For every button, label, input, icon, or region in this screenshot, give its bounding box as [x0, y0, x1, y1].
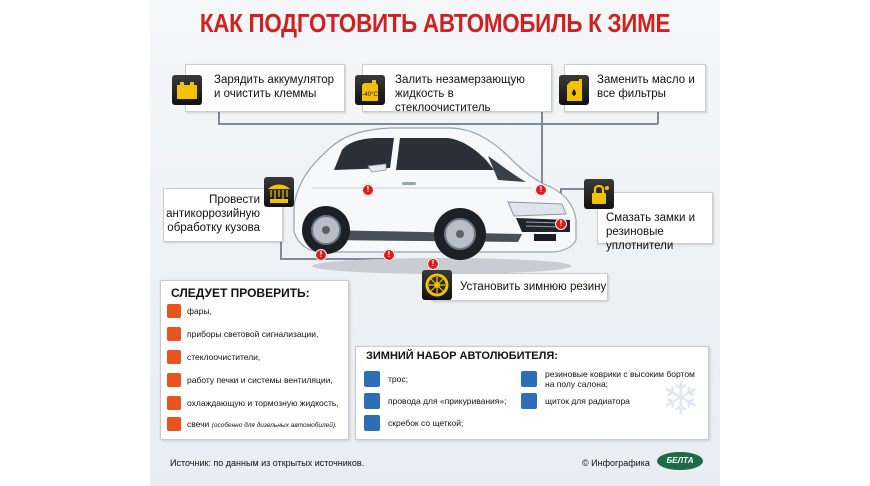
warning-marker[interactable]: ! — [383, 249, 395, 261]
glow-plug-icon — [167, 417, 181, 431]
connector-line — [218, 110, 220, 124]
tip-washer-fluid — [362, 64, 552, 112]
check-item-text: свечи — [187, 419, 210, 429]
check-item: фары, — [187, 306, 212, 316]
snowflake-icon: ❄ — [661, 372, 700, 424]
tip-text-line: антикоррозийную — [166, 208, 260, 220]
warning-marker[interactable]: ! — [555, 218, 567, 230]
tip-oil — [564, 64, 706, 112]
warning-marker[interactable]: ! — [362, 184, 374, 196]
check-item: охлаждающую и тормозную жидкость, — [187, 398, 339, 408]
oil-canister-icon — [559, 75, 589, 105]
washer-fluid-label: -40°C — [362, 92, 378, 98]
warning-marker[interactable]: ! — [315, 249, 327, 261]
check-list-panel — [160, 280, 349, 440]
check-item-note: (особенно для дизельных автомобилей). — [211, 422, 337, 429]
heater-icon — [167, 373, 181, 387]
radiator-shield-icon — [521, 393, 537, 409]
winter-kit-title: ЗИМНИЙ НАБОР АВТОЛЮБИТЕЛЯ: — [366, 350, 558, 362]
jumper-cables-icon — [364, 393, 380, 409]
credit-note: © Инфографика — [582, 458, 650, 468]
battery-icon — [172, 75, 202, 105]
hazard-icon — [167, 327, 181, 341]
kit-item: трос; — [388, 374, 408, 384]
tip-battery — [185, 64, 345, 112]
tip-locks — [597, 192, 713, 252]
kit-item: щиток для радиатора — [545, 396, 630, 406]
page-title: КАК ПОДГОТОВИТЬ АВТОМОБИЛЬ К ЗИМЕ — [199, 8, 671, 38]
tip-text-line: Установить зимнюю резину — [460, 281, 607, 293]
check-item: стеклоочистители, — [187, 352, 261, 362]
tip-text-line: обработку кузова — [167, 222, 260, 234]
washer-fluid-icon — [355, 75, 385, 105]
check-list-title: СЛЕДУЕТ ПРОВЕРИТЬ: — [171, 286, 310, 300]
connector-line — [657, 110, 659, 124]
floor-mat-icon — [521, 371, 537, 387]
tip-text-line: Провести — [209, 194, 260, 206]
winter-kit-panel — [355, 346, 709, 440]
tip-anticorrosion — [163, 188, 283, 242]
scraper-icon — [364, 415, 380, 431]
car-wash-icon — [264, 177, 294, 207]
tow-rope-icon — [364, 371, 380, 387]
tip-text-line: жидкость в стеклоочиститель — [395, 88, 491, 114]
agency-logo: БЕЛТА — [657, 452, 703, 470]
wiper-icon — [167, 350, 181, 364]
tip-winter-tires — [431, 273, 608, 301]
tip-text-line: Залить незамерзающую — [395, 74, 525, 86]
tip-text-line: Смазать замки и — [606, 212, 695, 224]
check-item: работу печки и системы вентиляции, — [187, 375, 333, 385]
check-item: приборы световой сигнализации, — [187, 329, 319, 339]
kit-item: скребок со щеткой; — [388, 418, 464, 428]
kit-item: резиновые коврики с высоким бортом на полу салона; — [545, 369, 695, 389]
tip-text-line: все фильтры — [597, 88, 666, 100]
tip-text-line: Зарядить аккумулятор — [214, 74, 335, 86]
lock-icon — [584, 179, 614, 209]
warning-marker[interactable]: ! — [535, 184, 547, 196]
tip-text-line: Заменить масло и — [597, 74, 695, 86]
headlight-icon — [167, 304, 181, 318]
kit-item: провода для «прикуривания»; — [388, 396, 507, 406]
coolant-icon — [167, 396, 181, 410]
source-note: Источник: по данным из открытых источников. — [170, 458, 365, 468]
wheel-icon — [422, 270, 452, 300]
car-illustration — [282, 118, 582, 278]
warning-marker[interactable]: ! — [427, 258, 439, 270]
tip-text-line: резиновые уплотнители — [606, 226, 674, 252]
tip-text-line: и очистить клеммы — [214, 88, 317, 100]
check-item — [187, 419, 337, 429]
